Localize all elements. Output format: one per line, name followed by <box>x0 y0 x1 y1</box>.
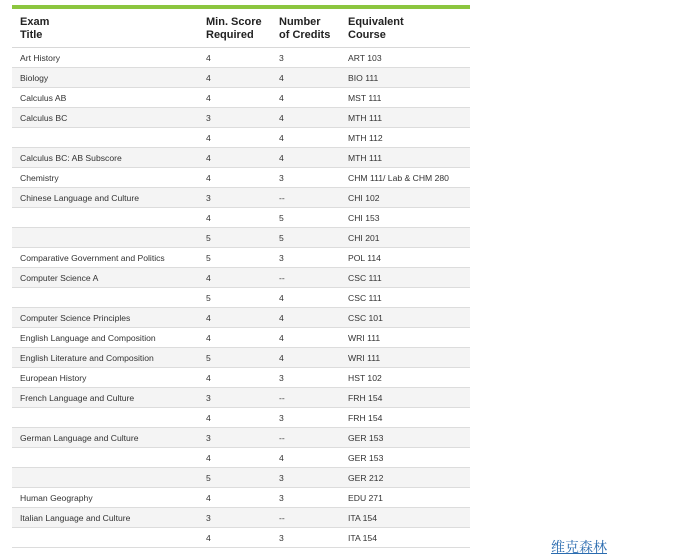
table-row <box>12 108 470 128</box>
cell-equivalent-course: ITA 154 <box>340 508 470 528</box>
cell-credits: -- <box>271 188 340 208</box>
cell-exam-title: European History <box>12 368 198 388</box>
cell-credits: 3 <box>271 168 340 188</box>
header-row <box>12 9 470 48</box>
cell-min-score: 4 <box>198 368 271 388</box>
cell-min-score: 3 <box>198 508 271 528</box>
cell-equivalent-course: CHI 102 <box>340 188 470 208</box>
cell-exam-title: Chemistry <box>12 168 198 188</box>
cell-exam-title <box>12 528 198 548</box>
cell-equivalent-course: CSC 111 <box>340 268 470 288</box>
header-line: Number <box>279 16 321 28</box>
cell-min-score: 4 <box>198 68 271 88</box>
table-row <box>12 248 470 268</box>
table-row <box>12 468 470 488</box>
header-line: of Credits <box>279 29 331 41</box>
table-row <box>12 328 470 348</box>
cell-equivalent-course: CSC 111 <box>340 288 470 308</box>
cell-equivalent-course: POL 114 <box>340 248 470 268</box>
cell-credits: 5 <box>271 208 340 228</box>
cell-credits: 4 <box>271 288 340 308</box>
cell-exam-title <box>12 208 198 228</box>
cell-credits: 3 <box>271 368 340 388</box>
cell-equivalent-course: ITA 154 <box>340 528 470 548</box>
header-equivalent-course <box>340 9 470 48</box>
cell-min-score: 4 <box>198 328 271 348</box>
cell-credits: 3 <box>271 48 340 68</box>
table-row <box>12 308 470 328</box>
ap-credit-table-container <box>12 5 470 548</box>
cell-credits: 3 <box>271 468 340 488</box>
cell-credits: 4 <box>271 348 340 368</box>
cell-min-score: 4 <box>198 448 271 468</box>
header-line: Equivalent <box>348 16 404 28</box>
cell-min-score: 3 <box>198 108 271 128</box>
cell-min-score: 4 <box>198 208 271 228</box>
table-row <box>12 268 470 288</box>
table-row <box>12 188 470 208</box>
cell-min-score: 5 <box>198 248 271 268</box>
table-row <box>12 368 470 388</box>
table-row <box>12 68 470 88</box>
cell-min-score: 4 <box>198 268 271 288</box>
table-row <box>12 508 470 528</box>
cell-exam-title <box>12 288 198 308</box>
cell-equivalent-course: MST 111 <box>340 88 470 108</box>
cell-exam-title: Art History <box>12 48 198 68</box>
table-row <box>12 488 470 508</box>
cell-exam-title: Comparative Government and Politics <box>12 248 198 268</box>
cell-min-score: 4 <box>198 168 271 188</box>
cell-credits: 4 <box>271 108 340 128</box>
header-line: Exam <box>20 16 50 28</box>
cell-min-score: 4 <box>198 308 271 328</box>
cell-min-score: 5 <box>198 348 271 368</box>
header-min-score <box>198 9 271 48</box>
cell-min-score: 5 <box>198 468 271 488</box>
cell-equivalent-course: FRH 154 <box>340 388 470 408</box>
cell-exam-title <box>12 408 198 428</box>
watermark-link[interactable]: 维克森林 <box>551 540 607 556</box>
cell-exam-title: Calculus AB <box>12 88 198 108</box>
cell-min-score: 3 <box>198 188 271 208</box>
table-body <box>12 48 470 548</box>
cell-exam-title <box>12 228 198 248</box>
cell-equivalent-course: EDU 271 <box>340 488 470 508</box>
cell-credits: -- <box>271 388 340 408</box>
cell-equivalent-course: FRH 154 <box>340 408 470 428</box>
cell-equivalent-course: MTH 112 <box>340 128 470 148</box>
cell-credits: 4 <box>271 88 340 108</box>
table-row <box>12 428 470 448</box>
cell-exam-title <box>12 128 198 148</box>
cell-equivalent-course: WRI 111 <box>340 348 470 368</box>
cell-min-score: 4 <box>198 148 271 168</box>
cell-equivalent-course: HST 102 <box>340 368 470 388</box>
cell-equivalent-course: CHM 111/ Lab & CHM 280 <box>340 168 470 188</box>
cell-credits: 4 <box>271 448 340 468</box>
cell-credits: 3 <box>271 408 340 428</box>
cell-exam-title: Italian Language and Culture <box>12 508 198 528</box>
table-row <box>12 528 470 548</box>
cell-exam-title: Calculus BC: AB Subscore <box>12 148 198 168</box>
cell-min-score: 4 <box>198 128 271 148</box>
cell-exam-title: English Language and Composition <box>12 328 198 348</box>
cell-equivalent-course: BIO 111 <box>340 68 470 88</box>
cell-min-score: 4 <box>198 528 271 548</box>
table-row <box>12 208 470 228</box>
cell-credits: 4 <box>271 128 340 148</box>
cell-equivalent-course: GER 153 <box>340 448 470 468</box>
header-line: Required <box>206 29 254 41</box>
cell-min-score: 5 <box>198 288 271 308</box>
header-number-of-credits <box>271 9 340 48</box>
table-row <box>12 288 470 308</box>
table-row <box>12 408 470 428</box>
cell-credits: 4 <box>271 328 340 348</box>
cell-exam-title: Calculus BC <box>12 108 198 128</box>
header-line: Course <box>348 29 386 41</box>
cell-exam-title <box>12 468 198 488</box>
cell-min-score: 4 <box>198 488 271 508</box>
cell-credits: 4 <box>271 148 340 168</box>
cell-equivalent-course: WRI 111 <box>340 328 470 348</box>
cell-exam-title: Computer Science Principles <box>12 308 198 328</box>
cell-credits: 3 <box>271 488 340 508</box>
cell-equivalent-course: CHI 153 <box>340 208 470 228</box>
cell-credits: 5 <box>271 228 340 248</box>
cell-min-score: 3 <box>198 428 271 448</box>
cell-credits: -- <box>271 268 340 288</box>
header-line: Min. Score <box>206 16 262 28</box>
cell-exam-title <box>12 448 198 468</box>
cell-credits: 3 <box>271 528 340 548</box>
table-row <box>12 88 470 108</box>
cell-credits: -- <box>271 428 340 448</box>
cell-min-score: 5 <box>198 228 271 248</box>
cell-min-score: 4 <box>198 408 271 428</box>
cell-equivalent-course: GER 153 <box>340 428 470 448</box>
cell-equivalent-course: CHI 201 <box>340 228 470 248</box>
cell-exam-title: German Language and Culture <box>12 428 198 448</box>
cell-exam-title: French Language and Culture <box>12 388 198 408</box>
table-row <box>12 448 470 468</box>
cell-equivalent-course: MTH 111 <box>340 108 470 128</box>
table-row <box>12 128 470 148</box>
cell-exam-title: Chinese Language and Culture <box>12 188 198 208</box>
cell-equivalent-course: GER 212 <box>340 468 470 488</box>
cell-min-score: 4 <box>198 88 271 108</box>
cell-equivalent-course: MTH 111 <box>340 148 470 168</box>
cell-min-score: 3 <box>198 388 271 408</box>
header-exam-title <box>12 9 198 48</box>
header-line: Title <box>20 29 43 41</box>
cell-equivalent-course: CSC 101 <box>340 308 470 328</box>
cell-credits: 3 <box>271 248 340 268</box>
table-row <box>12 48 470 68</box>
table-header <box>12 9 470 48</box>
cell-min-score: 4 <box>198 48 271 68</box>
cell-credits: 4 <box>271 308 340 328</box>
table-row <box>12 228 470 248</box>
cell-exam-title: English Literature and Composition <box>12 348 198 368</box>
table-row <box>12 388 470 408</box>
cell-equivalent-course: ART 103 <box>340 48 470 68</box>
cell-credits: -- <box>271 508 340 528</box>
table-row <box>12 348 470 368</box>
cell-exam-title: Computer Science A <box>12 268 198 288</box>
ap-credit-table <box>12 9 470 548</box>
cell-exam-title: Human Geography <box>12 488 198 508</box>
cell-exam-title: Biology <box>12 68 198 88</box>
table-row <box>12 168 470 188</box>
cell-credits: 4 <box>271 68 340 88</box>
table-row <box>12 148 470 168</box>
